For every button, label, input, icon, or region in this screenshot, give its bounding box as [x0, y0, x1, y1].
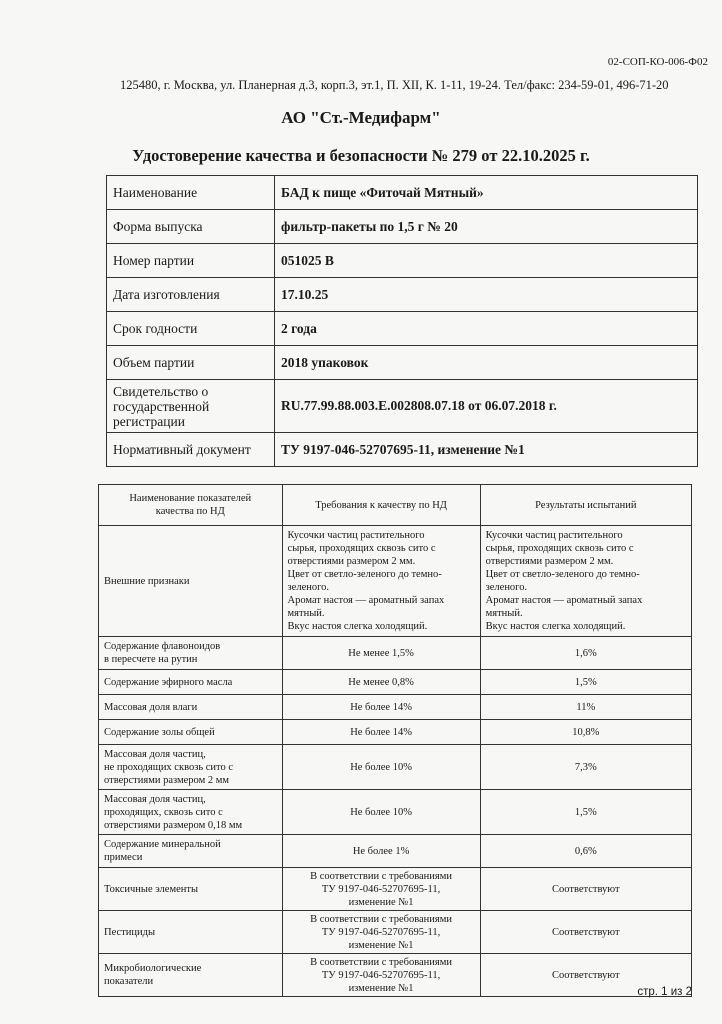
indicator-cell: Массовая доля влаги	[99, 695, 283, 720]
info-label: Дата изготовления	[107, 278, 275, 312]
result-cell: 11%	[480, 695, 691, 720]
indicator-cell: Содержание эфирного масла	[99, 670, 283, 695]
page-number: стр. 1 из 2	[637, 986, 692, 998]
info-value: 2 года	[275, 312, 698, 346]
info-row	[107, 278, 698, 312]
requirement-cell: Не более 14%	[282, 695, 480, 720]
table-row	[99, 868, 692, 911]
result-cell: 10,8%	[480, 720, 691, 745]
table-row	[99, 954, 692, 997]
result-cell: Соответствуют	[480, 868, 691, 911]
result-cell: 0,6%	[480, 835, 691, 868]
result-cell: Соответствуют	[480, 911, 691, 954]
indicator-cell: Внешние признаки	[99, 526, 283, 637]
info-row	[107, 433, 698, 467]
info-label: Срок годности	[107, 312, 275, 346]
document-code: 02-СОП-КО-006-Ф02	[607, 56, 708, 68]
table-row	[99, 637, 692, 670]
info-label: Наименование	[107, 176, 275, 210]
requirement-cell: Не более 14%	[282, 720, 480, 745]
info-value: 2018 упаковок	[275, 346, 698, 380]
header-requirement: Требования к качеству по НД	[282, 485, 480, 526]
info-label: Номер партии	[107, 244, 275, 278]
certificate-title: Удостоверение качества и безопасности № 279 от 22.10.2025 г.	[132, 146, 590, 165]
header-indicator: Наименование показателей качества по НД	[99, 485, 283, 526]
info-row	[107, 176, 698, 210]
table-row	[99, 670, 692, 695]
requirement-cell: В соответствии с требованиями ТУ 9197-046-52707695-11, изменение №1	[282, 868, 480, 911]
table-row	[99, 745, 692, 790]
result-cell: 1,6%	[480, 637, 691, 670]
indicator-cell: Содержание флавоноидов в пересчете на рутин	[99, 637, 283, 670]
product-info-table	[106, 175, 698, 467]
table-header-row	[99, 485, 692, 526]
info-row	[107, 210, 698, 244]
requirement-cell: Кусочки частиц растительного сырья, проходящих сквозь сито с отверстиями размером 2 мм. Цвет от светло-зеленого до темно- зеленого. Аромат настоя — ароматный запах мятный. Вкус настоя слегка холодящий.	[282, 526, 480, 637]
result-cell: Кусочки частиц растительного сырья, проходящих сквозь сито с отверстиями размером 2 мм. Цвет от светло-зеленого до темно- зеленого. Аромат настоя — ароматный запах мятный. Вкус настоя слегка холодящий.	[480, 526, 691, 637]
info-value: 051025 В	[275, 244, 698, 278]
indicator-cell: Пестициды	[99, 911, 283, 954]
info-row	[107, 312, 698, 346]
requirement-cell: Не менее 0,8%	[282, 670, 480, 695]
requirement-cell: Не менее 1,5%	[282, 637, 480, 670]
indicator-cell: Содержание минеральной примеси	[99, 835, 283, 868]
info-value: 17.10.25	[275, 278, 698, 312]
table-row	[99, 695, 692, 720]
indicator-cell: Содержание золы общей	[99, 720, 283, 745]
info-label: Свидетельство о государственной регистрации	[107, 380, 275, 433]
quality-indicators-table	[98, 484, 692, 997]
result-cell: 1,5%	[480, 790, 691, 835]
table-row	[99, 911, 692, 954]
requirement-cell: В соответствии с требованиями ТУ 9197-046-52707695-11, изменение №1	[282, 911, 480, 954]
result-cell: 7,3%	[480, 745, 691, 790]
table-row	[99, 720, 692, 745]
requirement-cell: В соответствии с требованиями ТУ 9197-046-52707695-11, изменение №1	[282, 954, 480, 997]
indicator-cell: Токсичные элементы	[99, 868, 283, 911]
requirement-cell: Не более 1%	[282, 835, 480, 868]
info-label: Форма выпуска	[107, 210, 275, 244]
header-result: Результаты испытаний	[480, 485, 691, 526]
info-row	[107, 346, 698, 380]
info-value: БАД к пище «Фиточай Мятный»	[275, 176, 698, 210]
info-row	[107, 244, 698, 278]
info-row	[107, 380, 698, 433]
info-label: Нормативный документ	[107, 433, 275, 467]
company-address: 125480, г. Москва, ул. Планерная д.3, корп.3, эт.1, П. XII, К. 1-11, 19-24. Тел/факс: 234-59-01, 496-71-20	[120, 78, 669, 92]
company-name: АО "Ст.-Медифарм"	[281, 108, 441, 127]
result-cell: Соответствуют	[480, 954, 691, 997]
table-row	[99, 790, 692, 835]
requirement-cell: Не более 10%	[282, 745, 480, 790]
indicator-cell: Микробиологические показатели	[99, 954, 283, 997]
table-row	[99, 835, 692, 868]
info-value: фильтр-пакеты по 1,5 г № 20	[275, 210, 698, 244]
info-value: ТУ 9197-046-52707695-11, изменение №1	[275, 433, 698, 467]
result-cell: 1,5%	[480, 670, 691, 695]
requirement-cell: Не более 10%	[282, 790, 480, 835]
indicator-cell: Массовая доля частиц, не проходящих сквозь сито с отверстиями размером 2 мм	[99, 745, 283, 790]
indicator-cell: Массовая доля частиц, проходящих, сквозь сито с отверстиями размером 0,18 мм	[99, 790, 283, 835]
table-row	[99, 526, 692, 637]
info-value: RU.77.99.88.003.Е.002808.07.18 от 06.07.2018 г.	[275, 380, 698, 433]
info-label: Объем партии	[107, 346, 275, 380]
